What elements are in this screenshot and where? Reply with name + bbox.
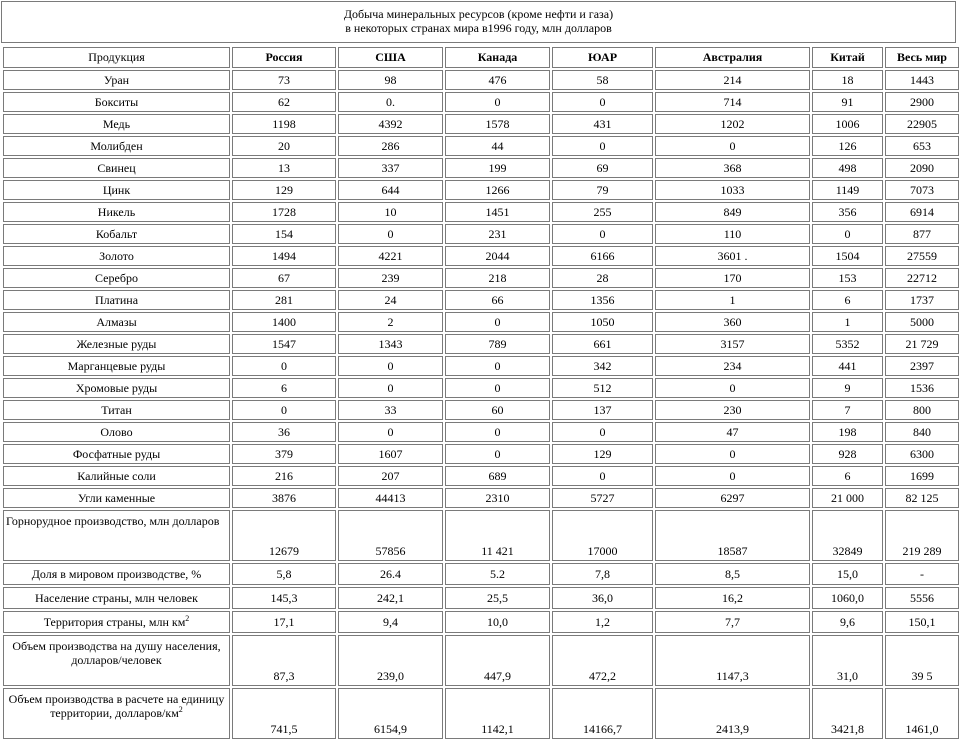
table-cell: 1050 xyxy=(552,312,653,332)
table-cell: 36 xyxy=(232,422,336,442)
table-cell: 379 xyxy=(232,444,336,464)
header-product: Продукция xyxy=(3,47,230,68)
table-cell: 447,9 xyxy=(445,635,550,686)
table-cell: 0 xyxy=(655,444,810,464)
table-cell: 1198 xyxy=(232,114,336,134)
row-label: Марганцевые руды xyxy=(3,356,230,376)
table-row xyxy=(3,378,959,398)
table-cell: 27559 xyxy=(885,246,959,266)
table-cell: 8,5 xyxy=(655,563,810,585)
table-cell: 714 xyxy=(655,92,810,112)
table-cell: 44413 xyxy=(338,488,443,508)
table-cell: 6300 xyxy=(885,444,959,464)
row-label: Уран xyxy=(3,70,230,90)
population-row xyxy=(3,587,959,609)
row-label: Молибден xyxy=(3,136,230,156)
title-line-2: в некоторых странах мира в1996 году, млн долларов xyxy=(345,21,612,35)
table-cell: 1578 xyxy=(445,114,550,134)
superscript: 2 xyxy=(178,705,183,714)
row-label: Платина xyxy=(3,290,230,310)
table-cell: 198 xyxy=(812,422,883,442)
table-cell: 239,0 xyxy=(338,635,443,686)
table-cell: 126 xyxy=(812,136,883,156)
table-cell: 234 xyxy=(655,356,810,376)
table-cell: 286 xyxy=(338,136,443,156)
table-cell: 6 xyxy=(232,378,336,398)
table-cell: 58 xyxy=(552,70,653,90)
table-cell: 14166,7 xyxy=(552,688,653,739)
row-label: Кобальт xyxy=(3,224,230,244)
table-cell: 1504 xyxy=(812,246,883,266)
table-cell: 62 xyxy=(232,92,336,112)
production-row xyxy=(3,510,959,561)
table-cell: 368 xyxy=(655,158,810,178)
row-label: Алмазы xyxy=(3,312,230,332)
table-cell: 5,8 xyxy=(232,563,336,585)
table-cell: 6 xyxy=(812,290,883,310)
table-cell: 153 xyxy=(812,268,883,288)
table-cell: 16,2 xyxy=(655,587,810,609)
header-china: Китай xyxy=(812,47,883,68)
table-cell: 342 xyxy=(552,356,653,376)
table-cell: 73 xyxy=(232,70,336,90)
table-cell: 1 xyxy=(812,312,883,332)
row-label: Население страны, млн человек xyxy=(3,587,230,609)
table-cell: 82 125 xyxy=(885,488,959,508)
table-cell: 207 xyxy=(338,466,443,486)
table-cell: 87,3 xyxy=(232,635,336,686)
table-row xyxy=(3,246,959,266)
table-cell: 5000 xyxy=(885,312,959,332)
table-cell: 1,2 xyxy=(552,611,653,633)
table-cell: 60 xyxy=(445,400,550,420)
table-cell: 2900 xyxy=(885,92,959,112)
table-cell: 170 xyxy=(655,268,810,288)
table-cell: 3876 xyxy=(232,488,336,508)
table-cell: 0 xyxy=(552,92,653,112)
table-cell: 13 xyxy=(232,158,336,178)
table-cell: 661 xyxy=(552,334,653,354)
table-cell: 9 xyxy=(812,378,883,398)
table-cell: 644 xyxy=(338,180,443,200)
table-cell: 6166 xyxy=(552,246,653,266)
header-row xyxy=(3,47,959,68)
table-cell: 2 xyxy=(338,312,443,332)
table-cell: 653 xyxy=(885,136,959,156)
table-cell: 2090 xyxy=(885,158,959,178)
table-cell: 1356 xyxy=(552,290,653,310)
table-cell: 356 xyxy=(812,202,883,222)
table-cell: 1494 xyxy=(232,246,336,266)
table-cell: 98 xyxy=(338,70,443,90)
table-cell: 1006 xyxy=(812,114,883,134)
table-cell: 0 xyxy=(552,422,653,442)
table-cell: 1147,3 xyxy=(655,635,810,686)
table-cell: 1451 xyxy=(445,202,550,222)
table-cell: 441 xyxy=(812,356,883,376)
table-cell: 0 xyxy=(655,466,810,486)
table-cell: 1728 xyxy=(232,202,336,222)
table-cell: 28 xyxy=(552,268,653,288)
table-cell: 129 xyxy=(552,444,653,464)
table-row xyxy=(3,70,959,90)
row-label: Фосфатные руды xyxy=(3,444,230,464)
row-label: Серебро xyxy=(3,268,230,288)
table-cell: 6297 xyxy=(655,488,810,508)
table-cell: 0 xyxy=(338,378,443,398)
table-cell: 129 xyxy=(232,180,336,200)
row-label: Цинк xyxy=(3,180,230,200)
table-cell: 877 xyxy=(885,224,959,244)
table-cell: 800 xyxy=(885,400,959,420)
table-cell: 79 xyxy=(552,180,653,200)
table-cell: 0 xyxy=(445,422,550,442)
table-cell: 231 xyxy=(445,224,550,244)
per-capita-row xyxy=(3,635,959,686)
table-cell: 239 xyxy=(338,268,443,288)
table-cell: 6914 xyxy=(885,202,959,222)
table-row xyxy=(3,334,959,354)
table-cell: 1547 xyxy=(232,334,336,354)
table-row xyxy=(3,422,959,442)
table-cell: 18587 xyxy=(655,510,810,561)
table-cell: 0 xyxy=(232,356,336,376)
table-cell: 2413,9 xyxy=(655,688,810,739)
table-cell: 0 xyxy=(338,422,443,442)
table-row xyxy=(3,224,959,244)
row-label-text: Объем производства в расчете на единицу территории, долларов/км xyxy=(8,692,225,720)
table-cell: 6154,9 xyxy=(338,688,443,739)
table-cell: 0 xyxy=(655,136,810,156)
table-cell: 5727 xyxy=(552,488,653,508)
table-cell: 1202 xyxy=(655,114,810,134)
table-row xyxy=(3,488,959,508)
table-cell: 0 xyxy=(655,378,810,398)
table-cell: 476 xyxy=(445,70,550,90)
table-cell: 0. xyxy=(338,92,443,112)
table-row xyxy=(3,180,959,200)
table-cell: 47 xyxy=(655,422,810,442)
table-cell: 1033 xyxy=(655,180,810,200)
table-cell: 199 xyxy=(445,158,550,178)
table-cell: 9,6 xyxy=(812,611,883,633)
table-cell: 4392 xyxy=(338,114,443,134)
table-cell: 230 xyxy=(655,400,810,420)
table-cell: 214 xyxy=(655,70,810,90)
row-label: Титан xyxy=(3,400,230,420)
table-cell: 0 xyxy=(552,136,653,156)
table-cell: 0 xyxy=(445,92,550,112)
table-cell: 3421,8 xyxy=(812,688,883,739)
table-cell: 145,3 xyxy=(232,587,336,609)
row-label: Олово xyxy=(3,422,230,442)
table-row xyxy=(3,312,959,332)
table-cell: 0 xyxy=(812,224,883,244)
header-south-africa: ЮАР xyxy=(552,47,653,68)
table-cell: 32849 xyxy=(812,510,883,561)
table-cell: 218 xyxy=(445,268,550,288)
table-cell: 0 xyxy=(552,466,653,486)
table-row xyxy=(3,400,959,420)
table-cell: 33 xyxy=(338,400,443,420)
table-row xyxy=(3,444,959,464)
table-cell: 0 xyxy=(445,356,550,376)
table-cell: 10,0 xyxy=(445,611,550,633)
table-cell: 18 xyxy=(812,70,883,90)
table-cell: 26.4 xyxy=(338,563,443,585)
row-label: Доля в мировом производстве, % xyxy=(3,563,230,585)
table-cell: 337 xyxy=(338,158,443,178)
table-row xyxy=(3,290,959,310)
table-cell: 0 xyxy=(338,356,443,376)
table-title xyxy=(1,1,956,43)
header-canada: Канада xyxy=(445,47,550,68)
table-cell: 24 xyxy=(338,290,443,310)
table-cell: 1142,1 xyxy=(445,688,550,739)
table-cell: 22905 xyxy=(885,114,959,134)
table-cell: 0 xyxy=(445,312,550,332)
table-row xyxy=(3,466,959,486)
share-row xyxy=(3,563,959,585)
table-cell: 15,0 xyxy=(812,563,883,585)
table-cell: 4221 xyxy=(338,246,443,266)
table-cell: 22712 xyxy=(885,268,959,288)
table-cell: 110 xyxy=(655,224,810,244)
table-cell: 25,5 xyxy=(445,587,550,609)
row-label-text: Территория страны, млн км xyxy=(43,614,186,629)
table-cell: 7073 xyxy=(885,180,959,200)
row-label: Объем производства на душу населения, долларов/человек xyxy=(3,635,230,686)
table-cell: 472,2 xyxy=(552,635,653,686)
table-cell: 66 xyxy=(445,290,550,310)
table-cell: 431 xyxy=(552,114,653,134)
table-cell: 21 729 xyxy=(885,334,959,354)
table-cell: 219 289 xyxy=(885,510,959,561)
table-cell: 928 xyxy=(812,444,883,464)
superscript: 2 xyxy=(185,613,190,623)
table-cell: 36,0 xyxy=(552,587,653,609)
table-cell: 1149 xyxy=(812,180,883,200)
header-australia: Австралия xyxy=(655,47,810,68)
table-cell: 498 xyxy=(812,158,883,178)
table-cell: 137 xyxy=(552,400,653,420)
table-cell: 5352 xyxy=(812,334,883,354)
table-cell: 2044 xyxy=(445,246,550,266)
table-cell: 5.2 xyxy=(445,563,550,585)
row-label xyxy=(3,688,230,739)
table-row xyxy=(3,202,959,222)
table-row xyxy=(3,268,959,288)
table-cell: 1607 xyxy=(338,444,443,464)
table-cell: 7,8 xyxy=(552,563,653,585)
row-label: Горнорудное производство, млн долларов xyxy=(3,510,230,561)
table-row xyxy=(3,114,959,134)
table-cell: 39 5 xyxy=(885,635,959,686)
table-cell: - xyxy=(885,563,959,585)
header-usa: США xyxy=(338,47,443,68)
table-cell: 1443 xyxy=(885,70,959,90)
table-cell: 741,5 xyxy=(232,688,336,739)
table-cell: 69 xyxy=(552,158,653,178)
table-cell: 7,7 xyxy=(655,611,810,633)
table-cell: 789 xyxy=(445,334,550,354)
territory-row xyxy=(3,611,959,633)
table-cell: 5556 xyxy=(885,587,959,609)
table-cell: 17000 xyxy=(552,510,653,561)
row-label: Медь xyxy=(3,114,230,134)
per-area-row xyxy=(3,688,959,739)
minerals-table xyxy=(1,45,959,741)
table-cell: 44 xyxy=(445,136,550,156)
table-cell: 512 xyxy=(552,378,653,398)
table-cell: 91 xyxy=(812,92,883,112)
table-cell: 1266 xyxy=(445,180,550,200)
table-cell: 0 xyxy=(445,378,550,398)
table-cell: 1536 xyxy=(885,378,959,398)
table-cell: 150,1 xyxy=(885,611,959,633)
table-cell: 2397 xyxy=(885,356,959,376)
table-cell: 154 xyxy=(232,224,336,244)
table-cell: 11 421 xyxy=(445,510,550,561)
table-cell: 689 xyxy=(445,466,550,486)
table-cell: 1 xyxy=(655,290,810,310)
table-cell: 1461,0 xyxy=(885,688,959,739)
row-label: Свинец xyxy=(3,158,230,178)
table-cell: 7 xyxy=(812,400,883,420)
table-cell: 216 xyxy=(232,466,336,486)
table-cell: 21 000 xyxy=(812,488,883,508)
row-label: Золото xyxy=(3,246,230,266)
title-line-1: Добыча минеральных ресурсов (кроме нефти и газа) xyxy=(343,7,614,21)
row-label: Калийные соли xyxy=(3,466,230,486)
table-cell: 6 xyxy=(812,466,883,486)
table-cell: 9,4 xyxy=(338,611,443,633)
row-label xyxy=(3,611,230,633)
table-cell: 0 xyxy=(338,224,443,244)
table-cell: 1699 xyxy=(885,466,959,486)
row-label: Хромовые руды xyxy=(3,378,230,398)
row-label: Железные руды xyxy=(3,334,230,354)
table-cell: 1400 xyxy=(232,312,336,332)
table-cell: 67 xyxy=(232,268,336,288)
table-cell: 10 xyxy=(338,202,443,222)
header-world: Весь мир xyxy=(885,47,959,68)
table-cell: 17,1 xyxy=(232,611,336,633)
table-cell: 3601 . xyxy=(655,246,810,266)
table-cell: 12679 xyxy=(232,510,336,561)
table-cell: 1060,0 xyxy=(812,587,883,609)
summary-rows xyxy=(3,510,959,739)
table-cell: 840 xyxy=(885,422,959,442)
table-cell: 57856 xyxy=(338,510,443,561)
table-row xyxy=(3,92,959,112)
header-russia: Россия xyxy=(232,47,336,68)
row-label: Никель xyxy=(3,202,230,222)
table-cell: 849 xyxy=(655,202,810,222)
row-label: Угли каменные xyxy=(3,488,230,508)
table-cell: 1737 xyxy=(885,290,959,310)
table-cell: 255 xyxy=(552,202,653,222)
table-cell: 0 xyxy=(232,400,336,420)
table-cell: 31,0 xyxy=(812,635,883,686)
table-cell: 242,1 xyxy=(338,587,443,609)
table-row xyxy=(3,356,959,376)
row-label: Бокситы xyxy=(3,92,230,112)
table-cell: 1343 xyxy=(338,334,443,354)
table-cell: 2310 xyxy=(445,488,550,508)
table-cell: 0 xyxy=(445,444,550,464)
table-cell: 0 xyxy=(552,224,653,244)
table-row xyxy=(3,158,959,178)
mineral-rows xyxy=(3,70,959,508)
table-cell: 3157 xyxy=(655,334,810,354)
table-cell: 281 xyxy=(232,290,336,310)
table-cell: 360 xyxy=(655,312,810,332)
table-row xyxy=(3,136,959,156)
table-cell: 20 xyxy=(232,136,336,156)
